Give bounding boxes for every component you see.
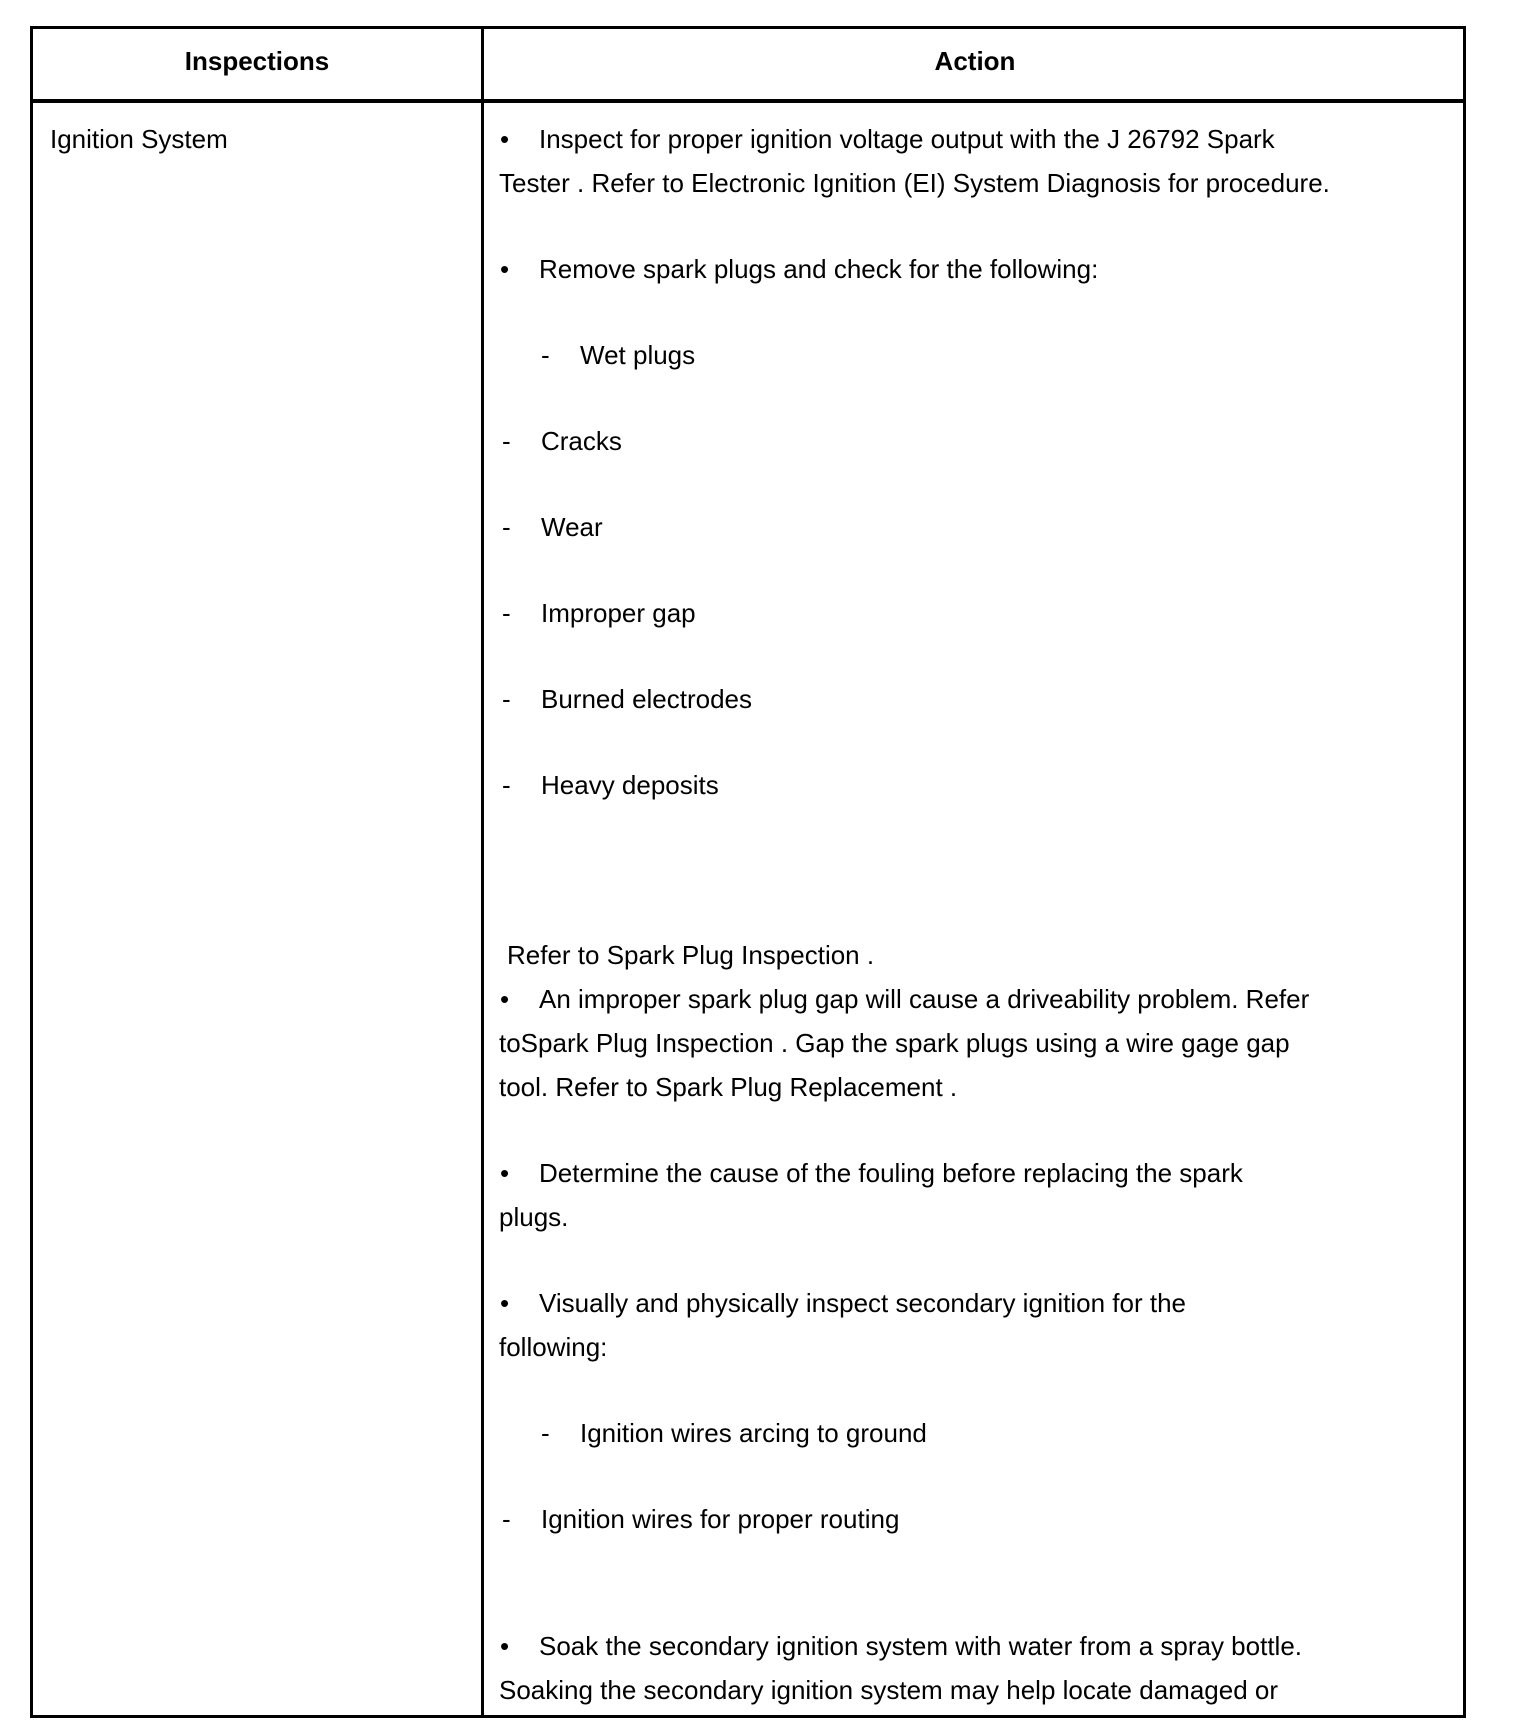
dash-icon: - — [502, 426, 511, 456]
dash-icon: - — [502, 598, 511, 628]
action-line: Remove spark plugs and check for the following: — [539, 254, 1099, 284]
action-line: Ignition wires arcing to ground — [580, 1418, 927, 1448]
table-header-row — [33, 29, 1463, 103]
bullet-icon: • — [500, 1158, 510, 1188]
action-line: Improper gap — [541, 598, 696, 628]
action-line: Cracks — [541, 426, 622, 456]
action-line: Inspect for proper ignition voltage output with the J 26792 Spark — [539, 124, 1275, 154]
action-line: Visually and physically inspect secondary ignition for the — [539, 1288, 1186, 1318]
header-inspections: Inspections — [184, 46, 330, 76]
action-line: tool. Refer to Spark Plug Replacement . — [499, 1072, 958, 1102]
dash-icon: - — [502, 770, 511, 800]
dash-icon: - — [541, 340, 550, 370]
action-line: An improper spark plug gap will cause a driveability problem. Refer — [539, 984, 1310, 1014]
action-line: Soaking the secondary ignition system may help locate damaged or — [499, 1675, 1278, 1705]
bullet-icon: • — [500, 254, 510, 284]
bullet-icon: • — [500, 124, 510, 154]
action-line: Tester . Refer to Electronic Ignition (EI) System Diagnosis for procedure. — [499, 168, 1330, 198]
action-line: Soak the secondary ignition system with water from a spray bottle. — [539, 1631, 1303, 1661]
action-line: Burned electrodes — [541, 684, 753, 714]
dash-icon: - — [502, 684, 511, 714]
action-line: Wear — [541, 512, 603, 542]
dash-icon: - — [502, 512, 511, 542]
bullet-icon: • — [500, 984, 510, 1014]
action-line: Determine the cause of the fouling before replacing the spark — [539, 1158, 1243, 1188]
action-line: plugs. — [499, 1202, 569, 1232]
action-line: Refer to Spark Plug Inspection . — [507, 940, 875, 970]
action-line: toSpark Plug Inspection . Gap the spark plugs using a wire gage gap — [499, 1028, 1290, 1058]
dash-icon: - — [502, 1504, 511, 1534]
action-line: following: — [499, 1332, 608, 1362]
action-line: Heavy deposits — [541, 770, 719, 800]
column-divider — [481, 29, 484, 1715]
action-line: Wet plugs — [580, 340, 696, 370]
inspection-table — [30, 26, 1466, 1718]
inspection-cell: Ignition System — [50, 124, 228, 154]
action-line: Ignition wires for proper routing — [541, 1504, 900, 1534]
bullet-icon: • — [500, 1288, 510, 1318]
header-action: Action — [934, 46, 1016, 76]
bullet-icon: • — [500, 1631, 510, 1661]
dash-icon: - — [541, 1418, 550, 1448]
